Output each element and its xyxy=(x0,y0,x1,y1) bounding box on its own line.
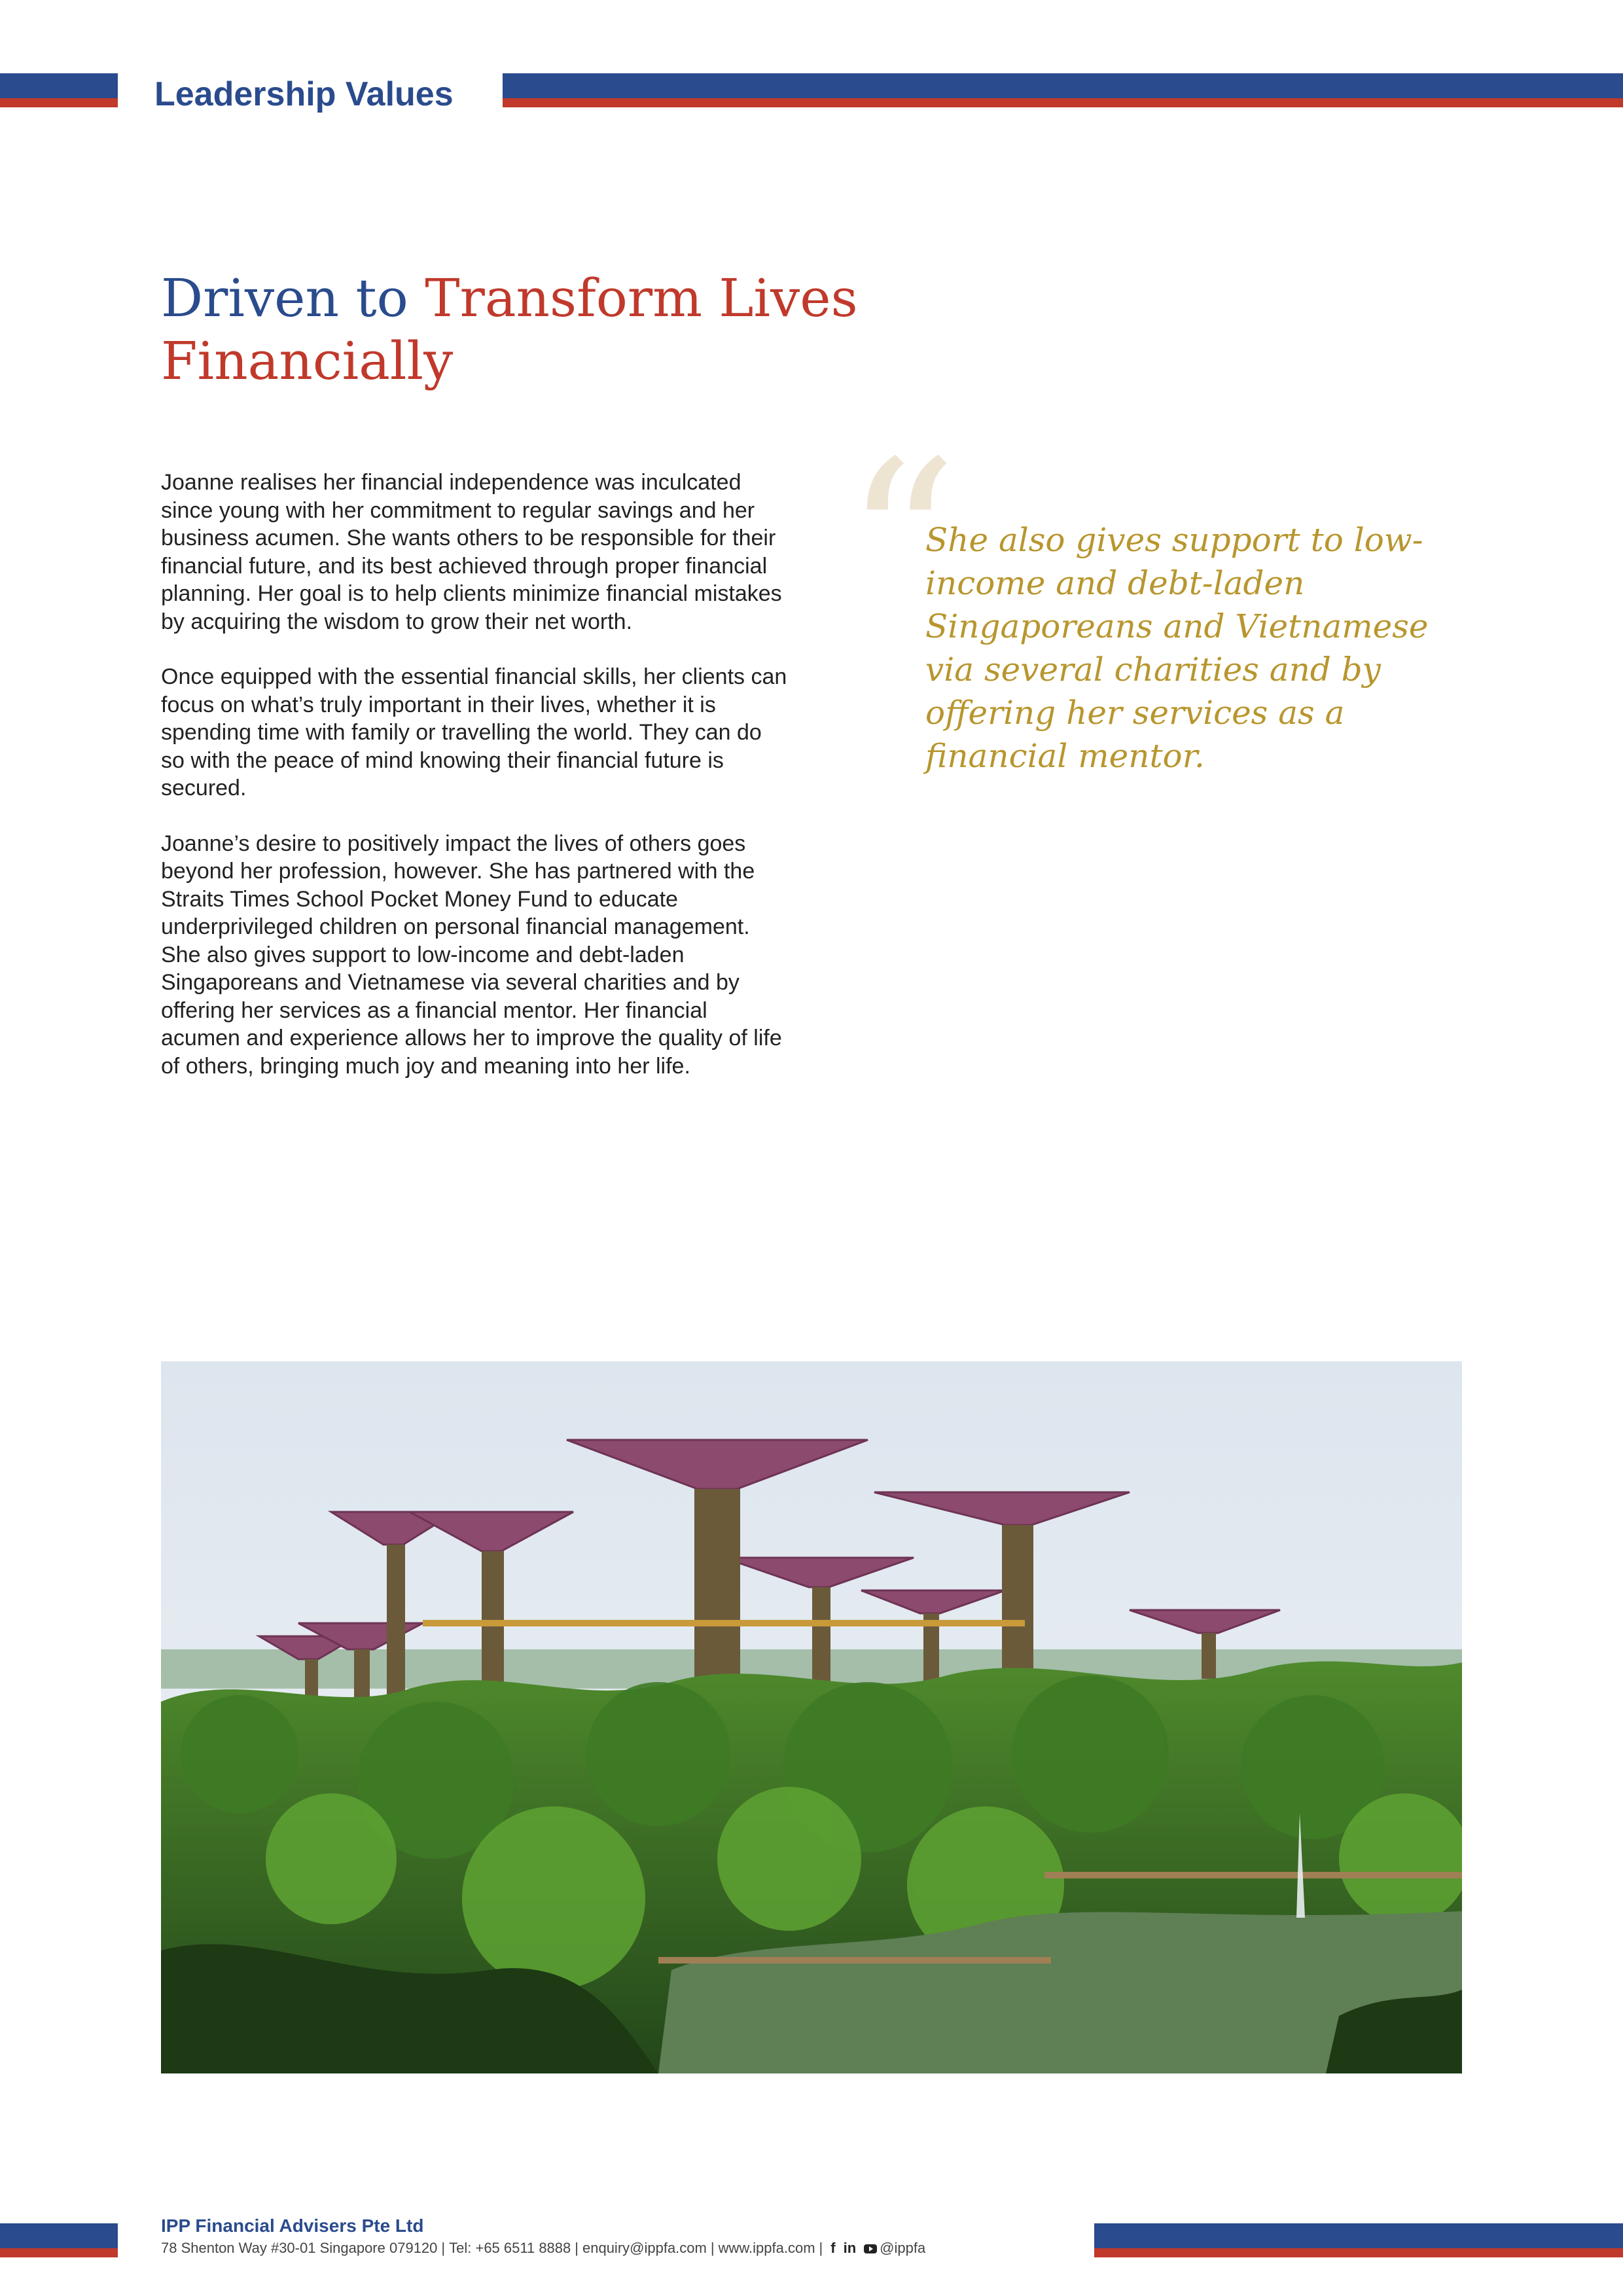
separator: | xyxy=(710,2240,715,2256)
separator: | xyxy=(819,2240,823,2256)
heading-part-2: Transform Lives Financially xyxy=(161,268,858,391)
separator: | xyxy=(441,2240,446,2256)
body-paragraph-1: Joanne realises her financial independence was inculcated since young with her commitment to regular savings and her business acumen. She wants others to be responsible for their financial future, and its best achieved through proper financial planning. Her goal is to help clients minimize financial mistakes by acquiring the wisdom to grow their net worth. xyxy=(161,470,782,634)
section-label: Leadership Values xyxy=(154,75,454,113)
gardens-photo xyxy=(161,1361,1462,2073)
website-link[interactable]: www.ippfa.com xyxy=(718,2240,815,2256)
heading-part-1: Driven to xyxy=(161,268,408,329)
page-heading xyxy=(161,267,881,393)
facebook-icon[interactable]: f xyxy=(830,2240,836,2256)
phone: Tel: +65 6511 8888 xyxy=(449,2240,571,2256)
address: 78 Shenton Way #30-01 Singapore 079120 xyxy=(161,2240,438,2256)
header-bar-left xyxy=(0,73,118,107)
contact-line xyxy=(161,2238,925,2258)
company-name: IPP Financial Advisers Pte Ltd xyxy=(161,2215,424,2236)
email-link[interactable]: enquiry@ippfa.com xyxy=(582,2240,707,2256)
footer-bar-right xyxy=(1094,2223,1623,2257)
quote-mark-icon: “ xyxy=(844,414,958,673)
body-paragraph-2: Once equipped with the essential financial skills, her clients can focus on what’s truly important in their lives, whether it is spending time with family or travelling the world. They can do so with the peace of mind knowing their financial future is secured. xyxy=(161,664,787,800)
footer-bar-left xyxy=(0,2223,118,2257)
body-paragraph-3: Joanne’s desire to positively impact the lives of others goes beyond her profession, however. She has partnered with the Straits Times School Pocket Money Fund to educate underprivileged children on personal financial management. She also gives support to low-income and debt-laden Singaporeans and Vietnamese via several charities and by offering her services as a financial mentor. Her financial acumen and experience allows her to improve the quality of life of others, bringing much joy and meaning into her life. xyxy=(161,831,782,1079)
linkedin-icon[interactable]: in xyxy=(843,2240,857,2256)
header-bar-right xyxy=(503,73,1623,107)
separator: | xyxy=(575,2240,579,2256)
youtube-icon[interactable] xyxy=(864,2244,877,2253)
body-text xyxy=(161,469,789,1107)
pull-quote: She also gives support to low-income and debt-laden Singaporeans and Vietnamese via several charities and by offering her services as a financial mentor. xyxy=(925,521,1429,775)
social-handle: @ippfa xyxy=(880,2240,926,2256)
